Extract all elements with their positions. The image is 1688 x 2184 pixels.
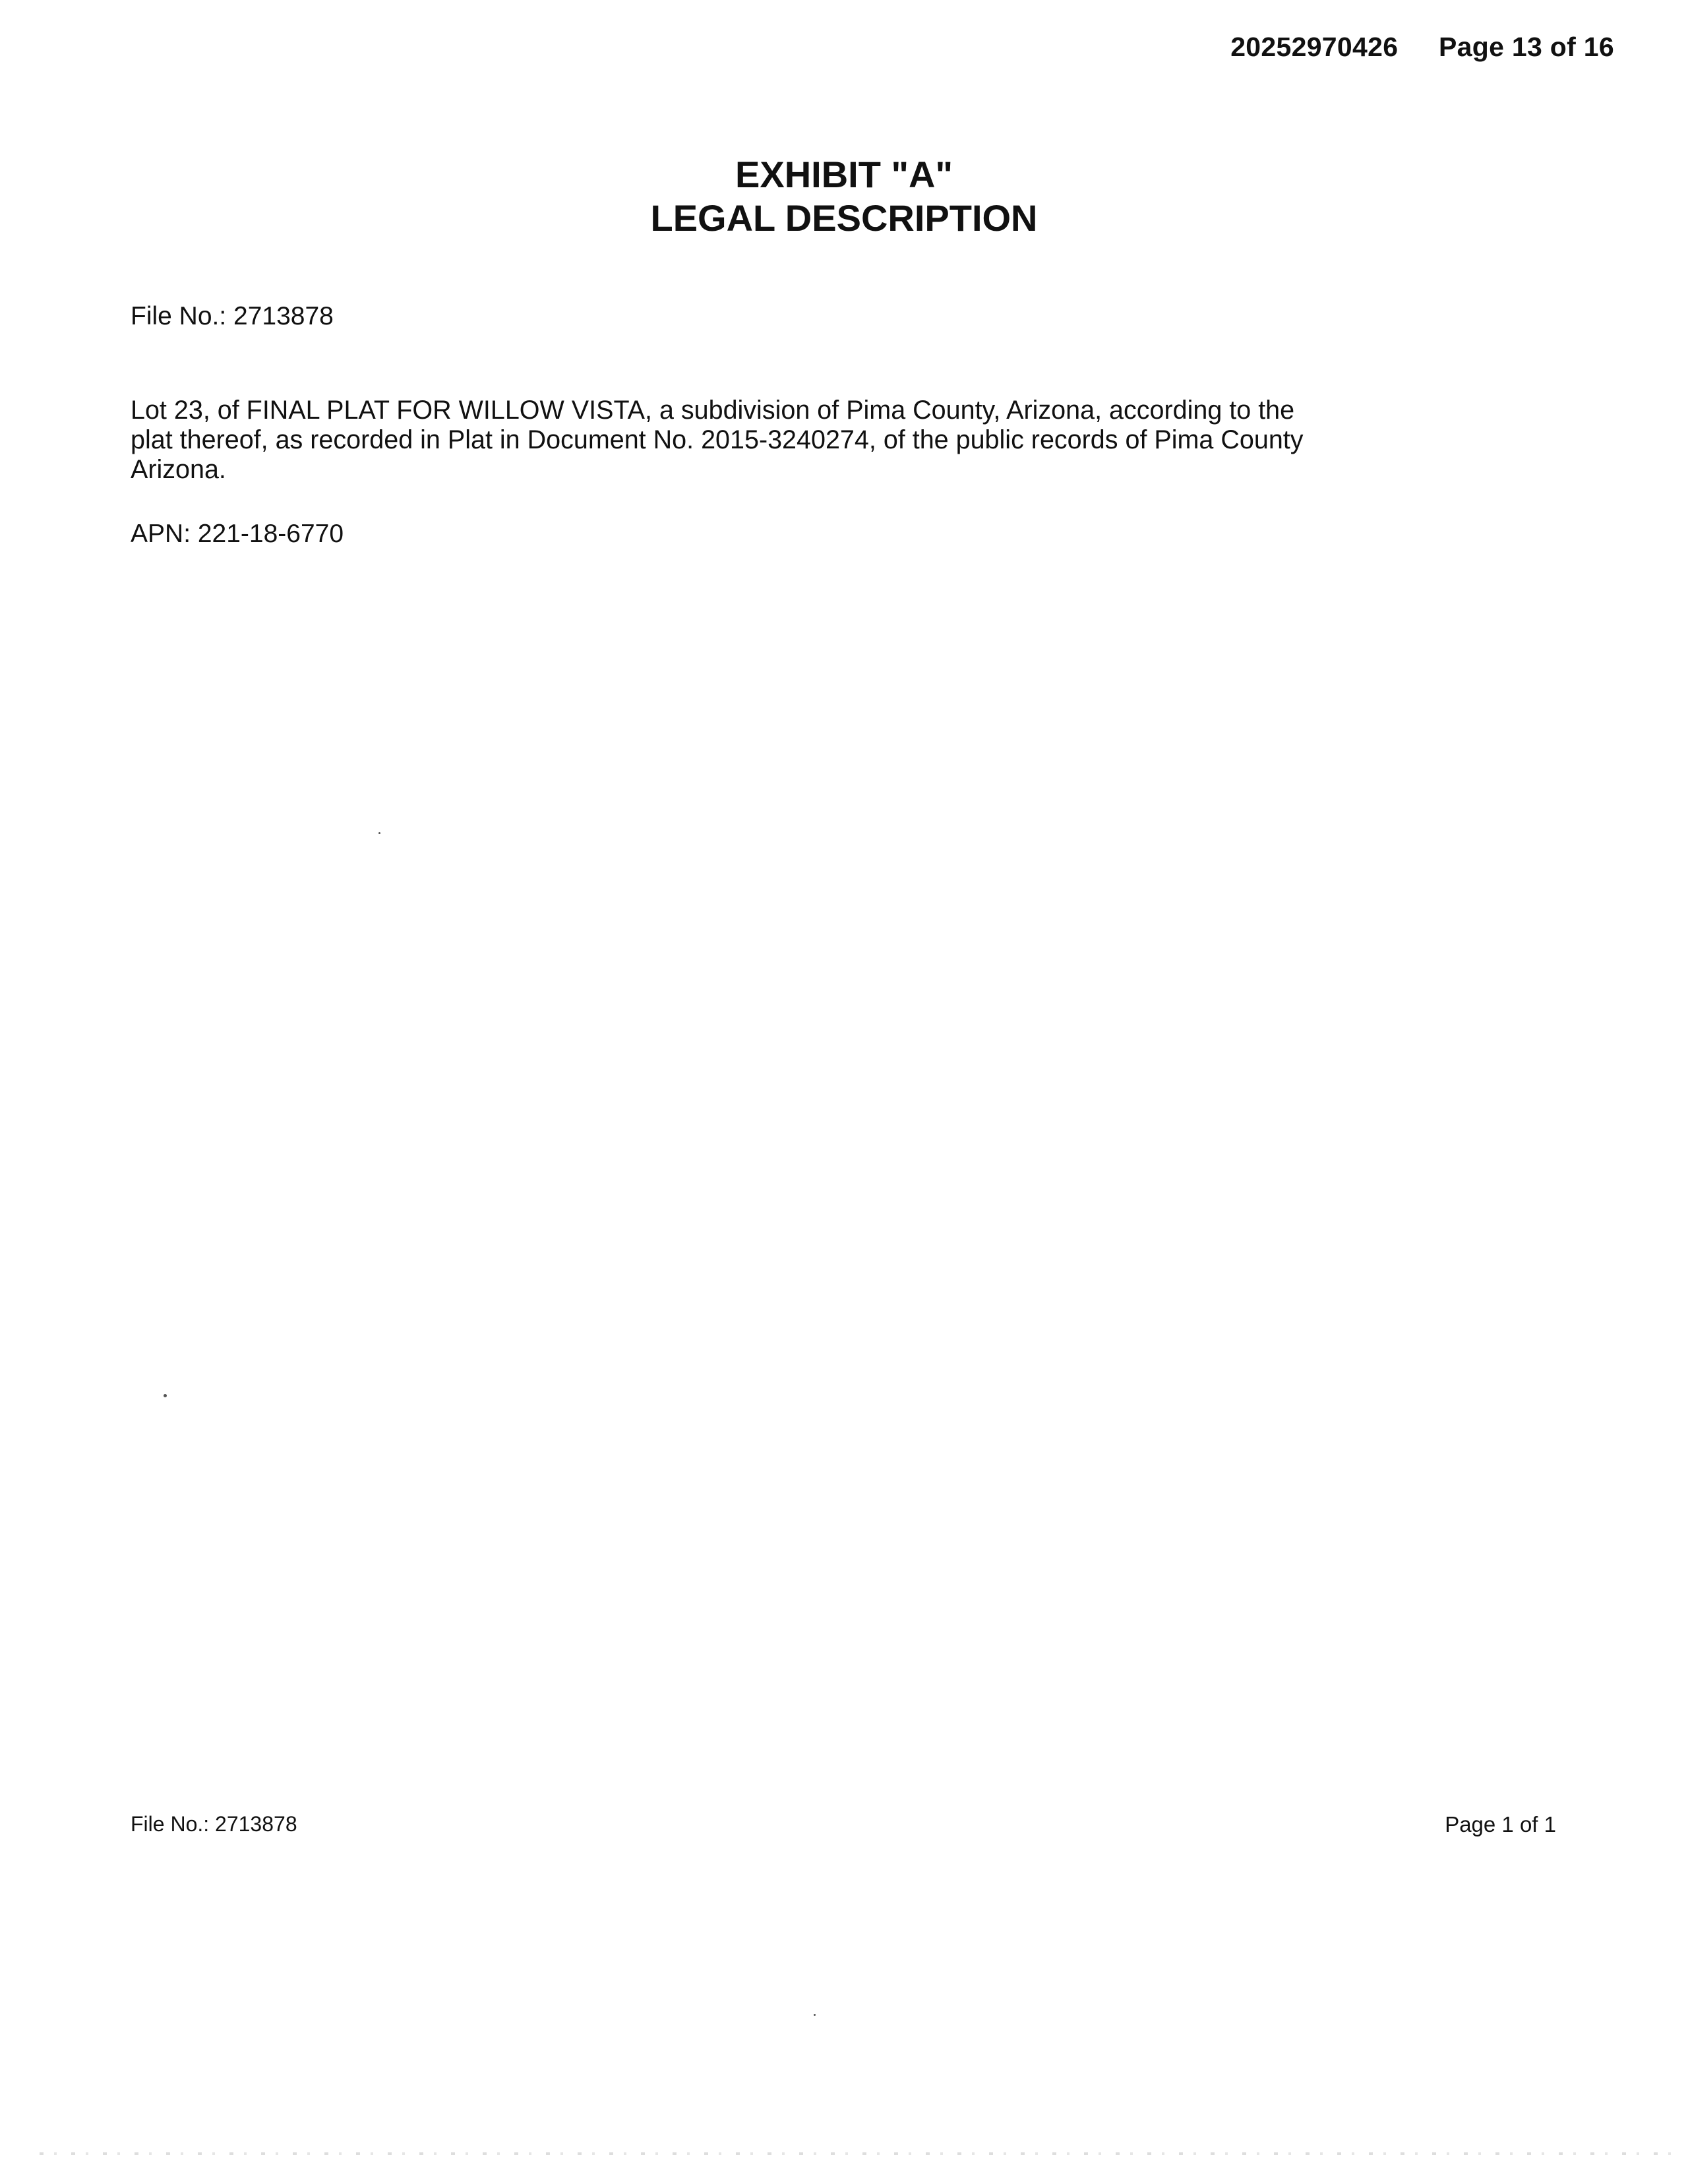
legal-description-line-3: Arizona. (131, 455, 226, 484)
footer-file-number: File No.: 2713878 (131, 1812, 297, 1836)
legal-description-line-2: plat thereof, as recorded in Plat in Document No. 2015-3240274, of the public records of Pima County (131, 425, 1304, 454)
footer-page-number: Page 1 of 1 (1445, 1812, 1556, 1836)
scan-noise-line (40, 2152, 1675, 2155)
legal-description-line-1: Lot 23, of FINAL PLAT FOR WILLOW VISTA, a subdivision of Pima County, Arizona, according to the (131, 396, 1295, 425)
legal-description-heading: LEGAL DESCRIPTION (650, 197, 1038, 239)
scan-speck (378, 832, 380, 834)
scan-speck (164, 1394, 167, 1397)
recording-stamp (1230, 32, 1614, 63)
file-number: File No.: 2713878 (131, 302, 334, 330)
scan-speck (814, 2014, 816, 2016)
recording-document-number: 20252970426 (1230, 32, 1399, 62)
exhibit-heading: EXHIBIT "A" (735, 154, 953, 195)
apn-number: APN: 221-18-6770 (131, 520, 344, 548)
legal-description-text (131, 396, 1542, 485)
exhibit-title (0, 153, 1688, 240)
recording-page-indicator: Page 13 of 16 (1439, 32, 1614, 62)
